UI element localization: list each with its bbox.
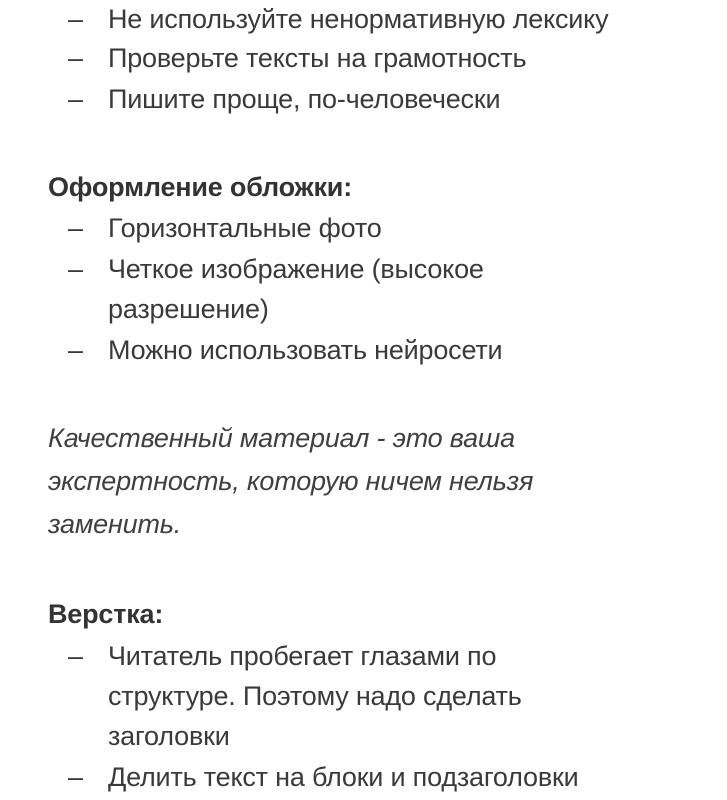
- bullet-dash: –: [68, 84, 84, 114]
- bullet-dash: –: [68, 641, 84, 671]
- bullet-dash: –: [68, 4, 84, 34]
- bullet-dash: –: [68, 43, 84, 73]
- bullet-dash: –: [68, 254, 84, 284]
- list-item: Проверьте тексты на грамотность: [108, 43, 527, 73]
- section-heading-cover: Оформление обложки:: [48, 172, 352, 202]
- list-item: Четкое изображение (высокое: [108, 254, 484, 284]
- bullet-dash: –: [68, 762, 84, 792]
- quote-line: заменить.: [48, 509, 182, 539]
- bullet-dash: –: [68, 335, 84, 365]
- list-item-continuation: заголовки: [108, 721, 230, 751]
- quote-line: Качественный материал - это ваша: [48, 423, 515, 453]
- list-item: Пишите проще, по-человечески: [108, 84, 501, 114]
- list-item: Делить текст на блоки и подзаголовки: [108, 762, 579, 792]
- list-item: Читатель пробегает глазами по: [108, 641, 497, 671]
- list-item: Можно использовать нейросети: [108, 335, 503, 365]
- list-item: Горизонтальные фото: [108, 213, 382, 243]
- quote-line: экспертность, которую ничем нельзя: [48, 466, 534, 496]
- list-item-continuation: структуре. Поэтому надо сделать: [108, 681, 522, 711]
- list-item: Не используйте ненормативную лексику: [108, 4, 609, 34]
- list-item-continuation: разрешение): [108, 294, 269, 324]
- bullet-dash: –: [68, 213, 84, 243]
- section-heading-layout: Верстка:: [48, 599, 164, 629]
